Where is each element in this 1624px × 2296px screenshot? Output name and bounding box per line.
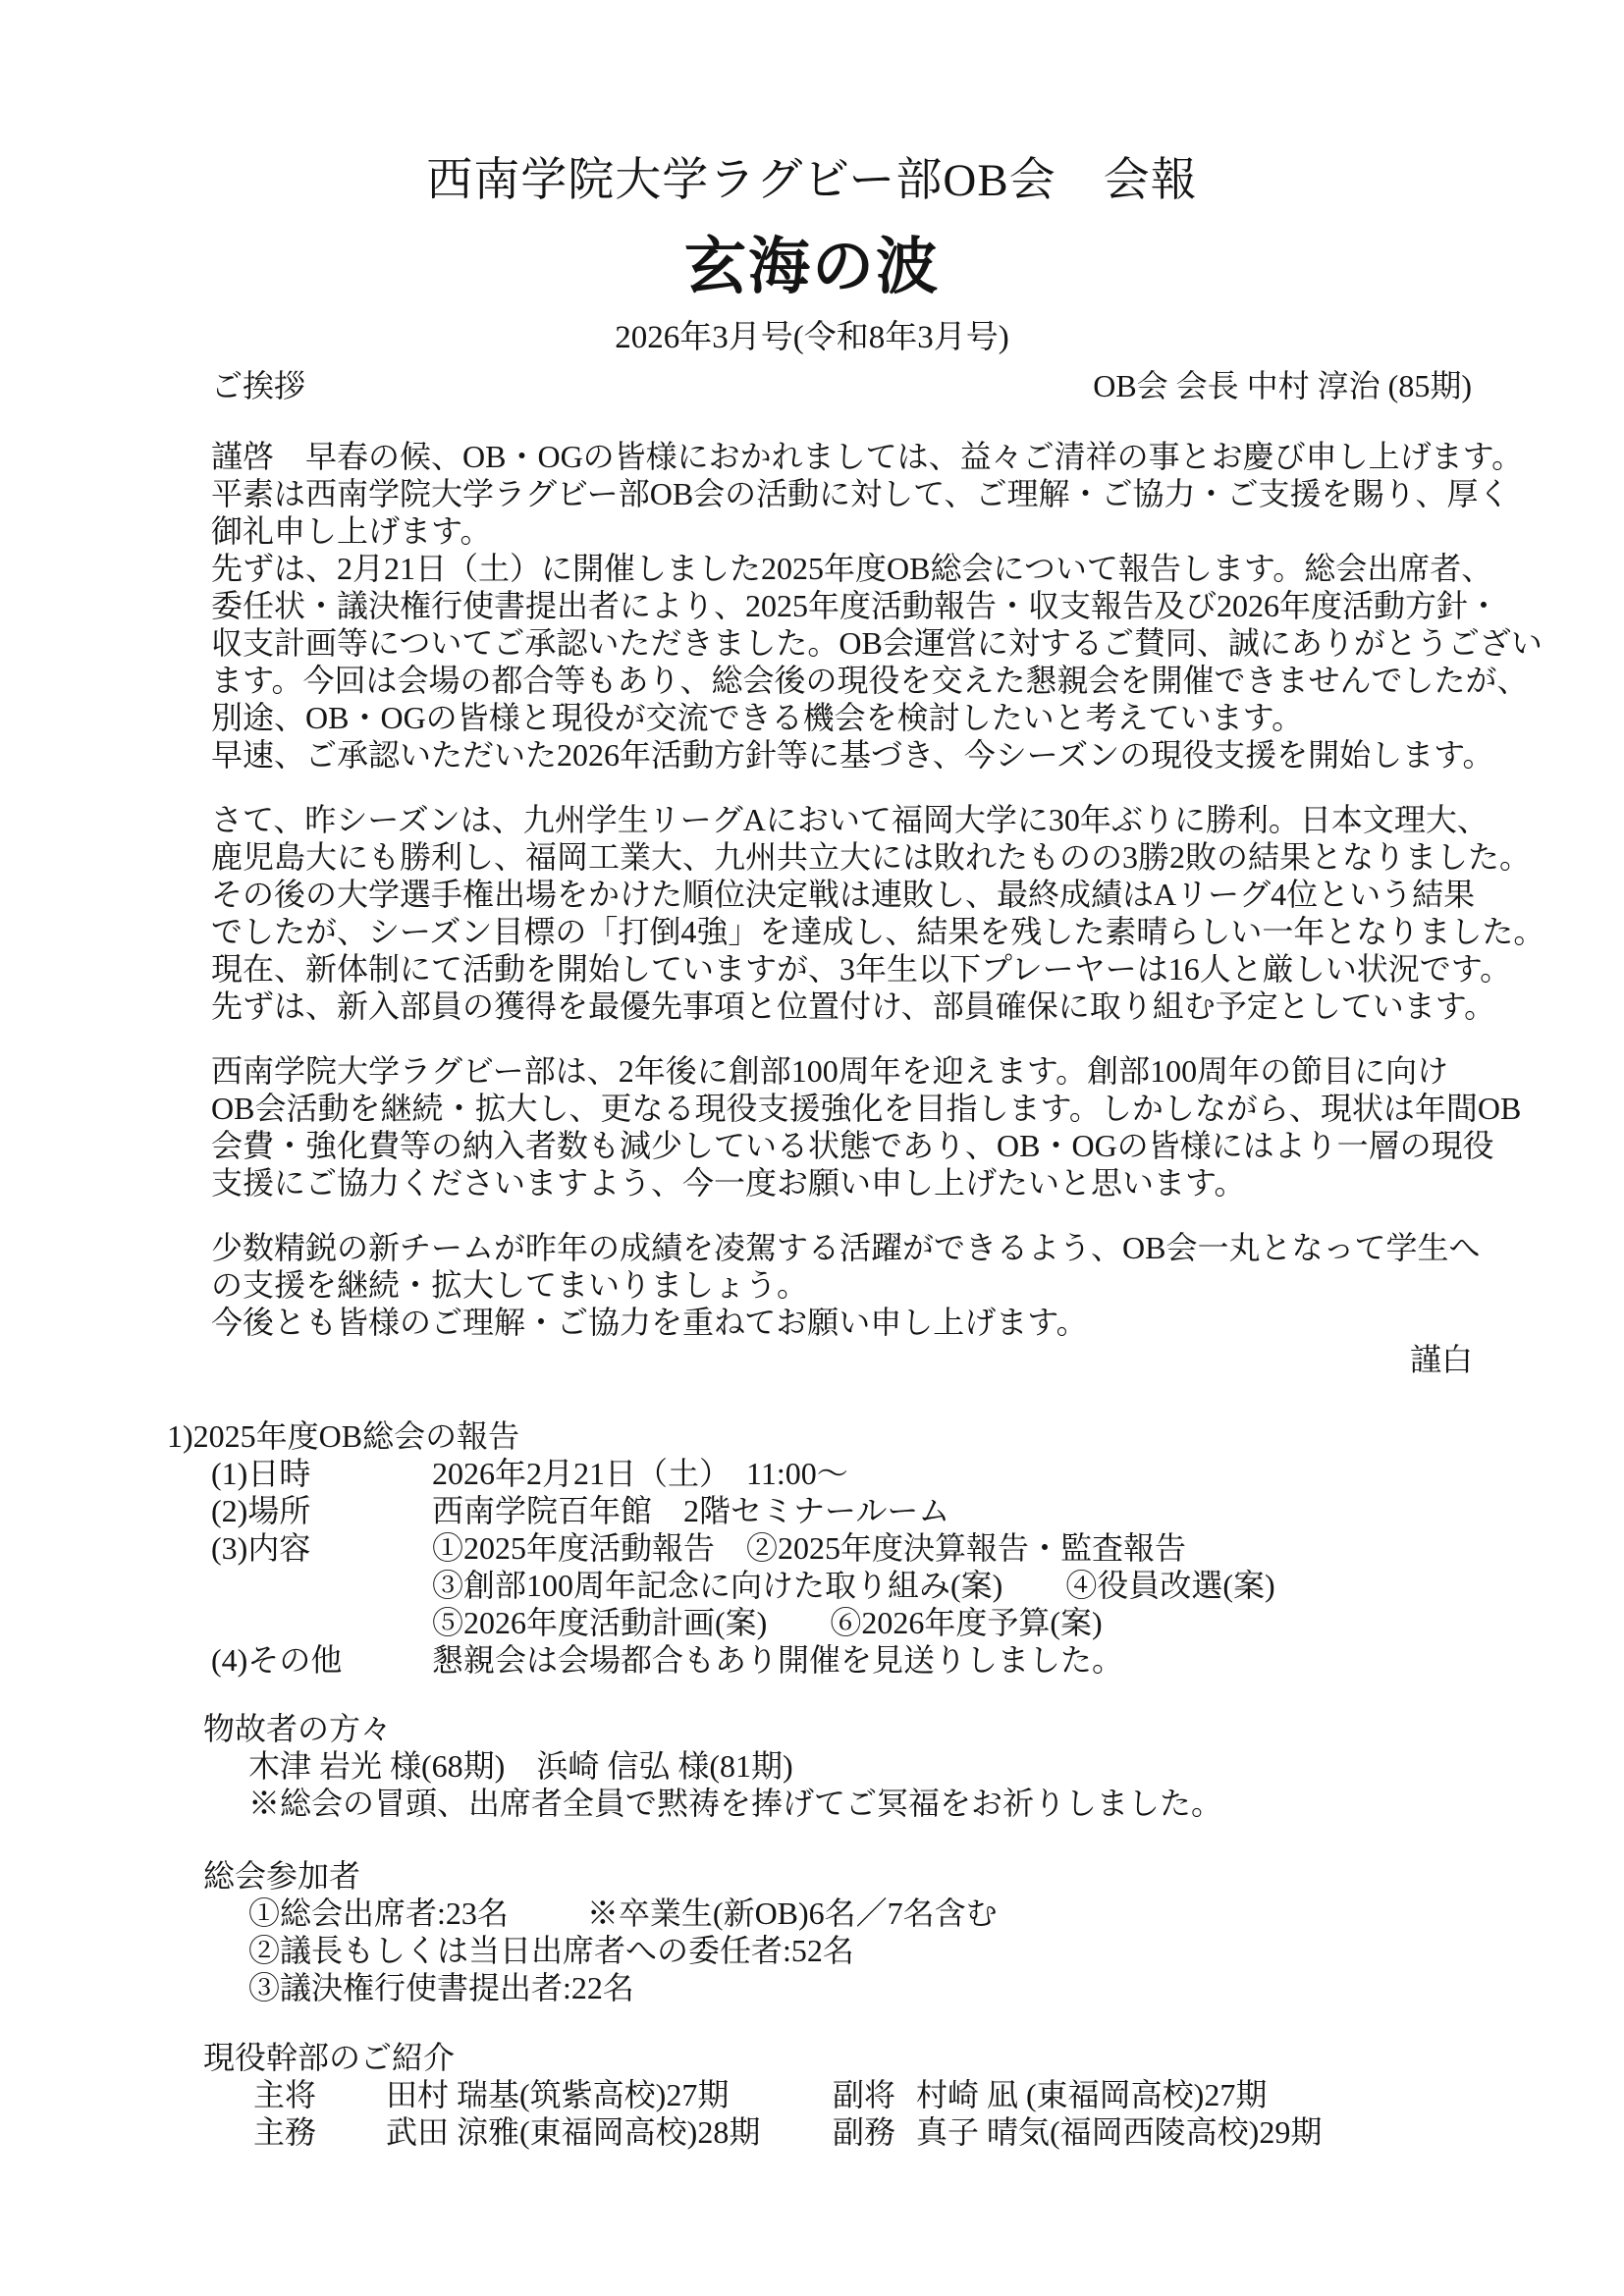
letter-line: OB会活動を継続・拡大し、更なる現役支援強化を目指します。しかしながら、現状は年間OB — [211, 1090, 1522, 1126]
letter-closing: 謹白 — [1409, 1341, 1473, 1377]
participants-item-written-votes: ③議決権行使書提出者:22名 — [248, 1969, 634, 2005]
report-content-line: ①2025年度活動報告 ②2025年度決算報告・監査報告 — [432, 1529, 1187, 1566]
letter-line: 先ずは、2月21日（土）に開催しました2025年度OB総会について報告します。総会出席者、 — [211, 550, 1493, 586]
letter-line: 御礼申し上げます。 — [211, 512, 492, 549]
officer-name: 武田 涼雅(東福岡高校)28期 — [386, 2113, 761, 2150]
report-row-place — [211, 1492, 1624, 1529]
letter-line: 先ずは、新入部員の獲得を最優先事項と位置付け、部員確保に取り組む予定としています。 — [211, 988, 1496, 1024]
letter-line: 支援にご協力くださいますよう、今一度お願い申し上げたいと思います。 — [211, 1164, 1246, 1201]
participants-item-proxies: ②議長もしくは当日出席者への委任者:52名 — [248, 1932, 854, 1968]
officers-section — [0, 2039, 1624, 2151]
report-row-label: (4)その他 — [211, 1641, 343, 1678]
letter-line: の支援を継続・拡大してまいりましょう。 — [211, 1266, 809, 1303]
officer-role: 主将 — [253, 2076, 317, 2112]
participants-item-attendees — [248, 1895, 1624, 1932]
letter-line: 収支計画等についてご承認いただきました。OB会運営に対するご賛同、誠にありがとうござい — [211, 624, 1543, 661]
letter-line: 会費・強化費等の納入者数も減少している状態であり、OB・OGの皆様にはより一層の現役 — [211, 1127, 1494, 1163]
report-row-label: (3)内容 — [211, 1529, 311, 1566]
letter-line: 早速、ご承認いただいた2026年活動方針等に基づき、今シーズンの現役支援を開始します。 — [211, 736, 1494, 773]
officer-row — [253, 2113, 1624, 2151]
report-row-datetime — [211, 1455, 1624, 1492]
report-row-value: 2026年2月21日（土） 11:00～ — [432, 1455, 848, 1491]
greeting-label: ご挨拶 — [211, 367, 306, 403]
letter-paragraph-3 — [211, 1052, 1522, 1201]
letter-line: 委任状・議決権行使書提出者により、2025年度活動報告・収支報告及び2026年度活動方針・ — [211, 587, 1500, 623]
report-row-value: 懇親会は会場都合もあり開催を見送りしました。 — [432, 1641, 1124, 1678]
letter-line: でしたが、シーズン目標の「打倒4強」を達成し、結果を残した素晴らしい一年となりました。 — [211, 913, 1545, 949]
attendees-note: ※卒業生(新OB)6名／7名含む — [586, 1895, 998, 1931]
letter-line: さて、昨シーズンは、九州学生リーグAにおいて福岡大学に30年ぶりに勝利。日本文理大、 — [211, 801, 1489, 837]
org-title: 西南学院大学ラグビー部OB会 会報 — [426, 155, 1198, 206]
report-content-line: ⑤2026年度活動計画(案) ⑥2026年度予算(案) — [432, 1604, 1103, 1640]
officer-name: 村崎 凪 (東福岡高校)27期 — [916, 2076, 1268, 2112]
report-row-value: 西南学院百年館 2階セミナールーム — [432, 1492, 950, 1528]
letter-line: 平素は西南学院大学ラグビー部OB会の活動に対して、ご理解・ご協力・ご支援を賜り、厚く — [211, 475, 1510, 511]
letter-line: 今後とも皆様のご理解・ご協力を重ねてお願い申し上げます。 — [211, 1304, 1088, 1340]
officer-row — [253, 2076, 1624, 2113]
report-row-contents — [211, 1529, 1624, 1641]
ob-meeting-report-section — [0, 1417, 1624, 1679]
letter-line: 西南学院大学ラグビー部は、2年後に創部100周年を迎えます。創部100周年の節目に向け — [211, 1052, 1449, 1089]
report-row-label: (2)場所 — [211, 1492, 311, 1528]
letter-line: 謹啓 早春の候、OB・OGの皆様におかれましては、益々ご清祥の事とお慶び申し上げます。 — [211, 438, 1524, 474]
officer-role: 副務 — [833, 2113, 896, 2150]
letter-paragraph-4 — [211, 1229, 1506, 1341]
attendees-count: ①総会出席者:23名 — [248, 1895, 509, 1931]
report-row-value — [432, 1529, 1624, 1641]
letter-paragraph-2 — [211, 801, 1545, 1025]
officer-name: 田村 瑞基(筑紫高校)27期 — [386, 2076, 730, 2112]
officer-role: 主務 — [253, 2113, 317, 2150]
report-row-other — [211, 1641, 1624, 1679]
letter-line: 現在、新体制にて活動を開始していますが、3年生以下プレーヤーは16人と厳しい状況です。 — [211, 950, 1512, 987]
newsletter-title: 玄海の波 — [684, 233, 940, 302]
participants-section — [0, 1857, 1624, 2006]
letter-line: 少数精鋭の新チームが昨年の成績を凌駕する活躍ができるよう、OB会一丸となって学生へ — [211, 1229, 1481, 1265]
officers-heading: 現役幹部のご紹介 — [203, 2039, 456, 2075]
author-line: OB会 会長 中村 淳治 (85期) — [1093, 367, 1472, 403]
report-content-line: ③創部100周年記念に向けた取り組み(案) ④役員改選(案) — [432, 1567, 1275, 1603]
issue-date: 2026年3月号(令和8年3月号) — [615, 319, 1009, 355]
letter-body — [211, 438, 1545, 1341]
letter-line: 鹿児島大にも勝利し、福岡工業大、九州共立大には敗れたものの3勝2敗の結果となりました。 — [211, 838, 1532, 875]
deceased-note: ※総会の冒頭、出席者全員で黙祷を捧げてご冥福をお祈りしました。 — [248, 1785, 1223, 1821]
letter-line: その後の大学選手権出場をかけた順位決定戦は連敗し、最終成績はAリーグ4位という結果 — [211, 876, 1476, 912]
greeting-row — [211, 367, 1472, 404]
deceased-names: 木津 岩光 様(68期) 浜崎 信弘 様(81期) — [248, 1747, 793, 1784]
deceased-heading: 物故者の方々 — [203, 1710, 393, 1746]
officer-name: 真子 晴気(福岡西陵高校)29期 — [916, 2113, 1323, 2150]
report-row-label: (1)日時 — [211, 1455, 311, 1491]
letter-line: 別途、OB・OGの皆様と現役が交流できる機会を検討したいと考えています。 — [211, 699, 1304, 735]
deceased-section — [0, 1710, 1624, 1822]
letter-paragraph-1 — [211, 438, 1543, 774]
officer-role: 副将 — [833, 2076, 896, 2112]
report-heading: 1)2025年度OB総会の報告 — [167, 1417, 520, 1454]
participants-heading: 総会参加者 — [203, 1857, 361, 1894]
letter-line: ます。今回は会場の都合等もあり、総会後の現役を交えた懇親会を開催できませんでしたが、 — [211, 662, 1529, 698]
